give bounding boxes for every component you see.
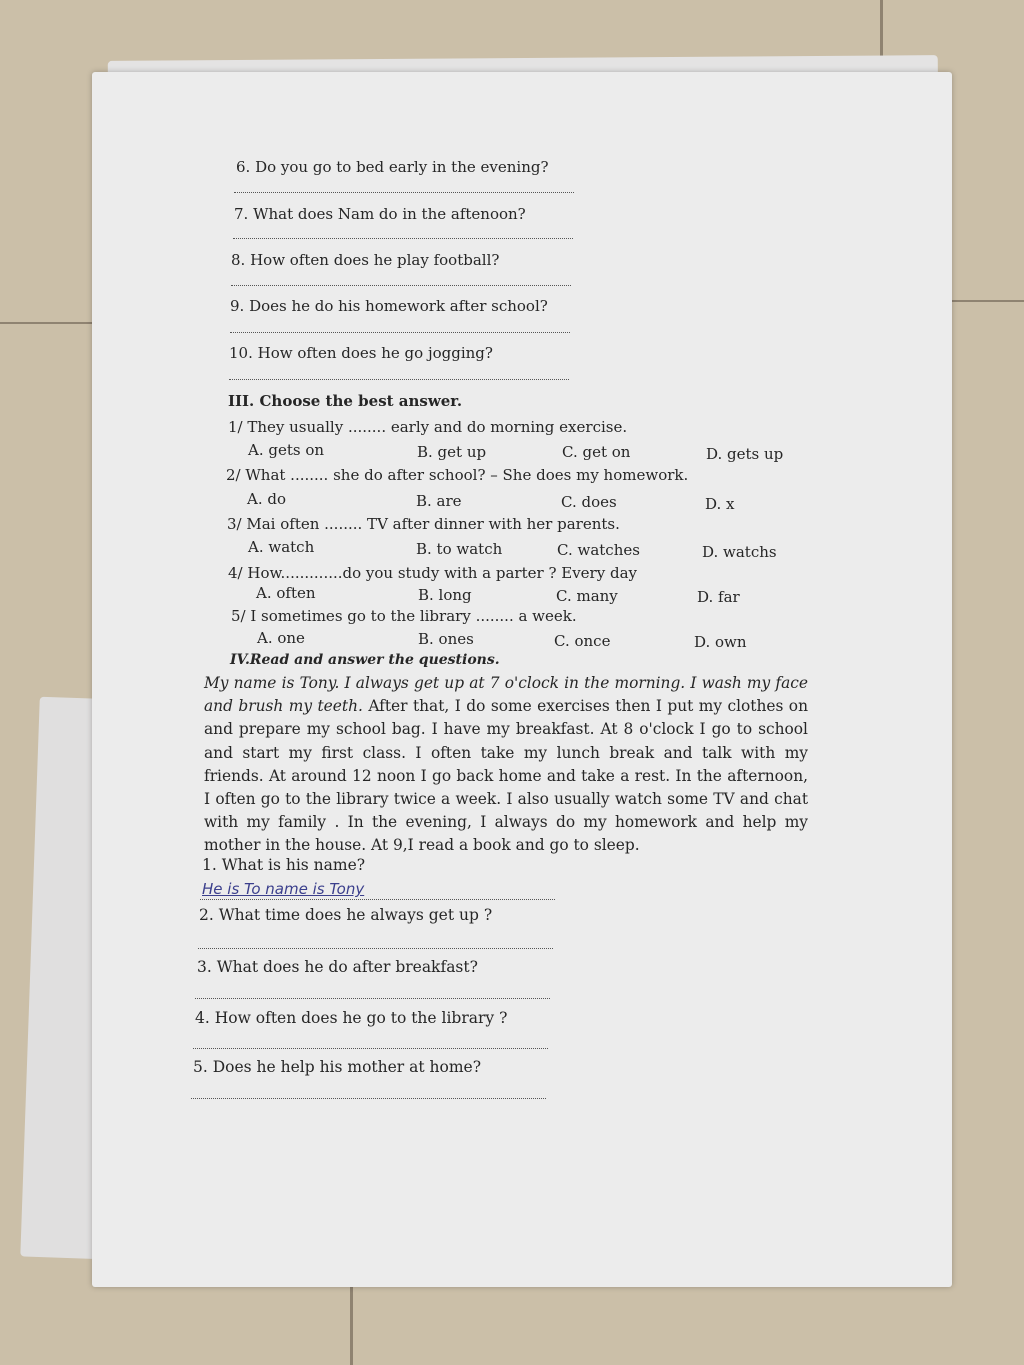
mc-2-option-c[interactable]: C. does <box>561 493 617 511</box>
answer-line-r3[interactable] <box>195 998 550 999</box>
section-iv-heading: IV.Read and answer the questions. <box>230 652 500 668</box>
mc-2-option-b[interactable]: B. are <box>416 492 462 510</box>
mc-3-option-a[interactable]: A. watch <box>248 538 315 556</box>
mc-1-option-a[interactable]: A. gets on <box>248 441 325 459</box>
mc-3-option-d[interactable]: D. watchs <box>702 543 777 561</box>
reading-question-4: 4. How often does he go to the library ? <box>195 1009 508 1027</box>
mc-3-option-c[interactable]: C. watches <box>557 541 640 559</box>
question-8: 8. How often does he play football? <box>231 251 500 269</box>
section-iii-heading: III. Choose the best answer. <box>228 392 463 410</box>
mc-question-3: 3/ Mai often ........ TV after dinner with her parents. <box>227 515 620 533</box>
passage-body: After that, I do some exercises then I put my clothes on and prepare my school bag. I have my breakfast. At 8 o'clock I go to school and start my first class. I often take my lunch break and talk with my friends. At around 12 noon I go back home and take a rest. In the afternoon, I often go to the library twice a week. I also usually watch some TV and chat with my family . In the evening, I always do my homework and help my mother in the house. At 9,I read a book and go to sleep. <box>204 697 808 855</box>
mc-2-option-a[interactable]: A. do <box>247 490 287 508</box>
answer-line-r4[interactable] <box>193 1048 548 1049</box>
question-7: 7. What does Nam do in the aftenoon? <box>234 205 526 223</box>
mc-5-option-a[interactable]: A. one <box>257 629 305 647</box>
reading-passage <box>204 672 808 858</box>
mc-5-option-c[interactable]: C. once <box>554 632 611 650</box>
reading-question-3: 3. What does he do after breakfast? <box>197 958 478 976</box>
mc-3-option-b[interactable]: B. to watch <box>416 540 503 558</box>
mc-1-option-c[interactable]: C. get on <box>562 443 631 461</box>
answer-line-10[interactable] <box>229 379 569 380</box>
mc-5-option-b[interactable]: B. ones <box>418 630 474 648</box>
answer-line-r5[interactable] <box>191 1098 546 1099</box>
reading-question-2: 2. What time does he always get up ? <box>199 906 493 924</box>
mc-2-option-d[interactable]: D. x <box>705 495 735 513</box>
passage-intro: My name is Tony. I always get up at 7 o'clock in the morning. I wash my face and brush my teeth. <box>204 674 808 716</box>
mc-4-option-d[interactable]: D. far <box>697 588 740 606</box>
mc-4-option-a[interactable]: A. often <box>256 584 316 602</box>
mc-4-option-c[interactable]: C. many <box>556 587 618 605</box>
reading-question-1: 1. What is his name? <box>202 856 366 874</box>
answer-line-6[interactable] <box>234 192 574 193</box>
answer-line-r2[interactable] <box>198 948 553 949</box>
question-6: 6. Do you go to bed early in the evening? <box>236 158 549 176</box>
answer-line-7[interactable] <box>233 238 573 239</box>
mc-1-option-d[interactable]: D. gets up <box>706 445 784 463</box>
answer-line-9[interactable] <box>230 332 570 333</box>
question-9: 9. Does he do his homework after school? <box>230 297 548 315</box>
question-10: 10. How often does he go jogging? <box>229 344 493 362</box>
answer-line-r1[interactable] <box>200 899 555 900</box>
mc-question-4: 4/ How.............do you study with a parter ? Every day <box>228 564 637 582</box>
mc-1-option-b[interactable]: B. get up <box>417 443 487 461</box>
mc-5-option-d[interactable]: D. own <box>694 633 747 651</box>
mc-4-option-b[interactable]: B. long <box>418 586 472 604</box>
reading-question-5: 5. Does he help his mother at home? <box>193 1058 482 1076</box>
answer-line-8[interactable] <box>231 285 571 286</box>
mc-question-5: 5/ I sometimes go to the library ........ a week. <box>231 607 577 625</box>
handwritten-answer-1: He is To name is Tony <box>202 880 365 898</box>
mc-question-1: 1/ They usually ........ early and do morning exercise. <box>228 418 628 436</box>
mc-question-2: 2/ What ........ she do after school? – She does my homework. <box>226 466 689 484</box>
